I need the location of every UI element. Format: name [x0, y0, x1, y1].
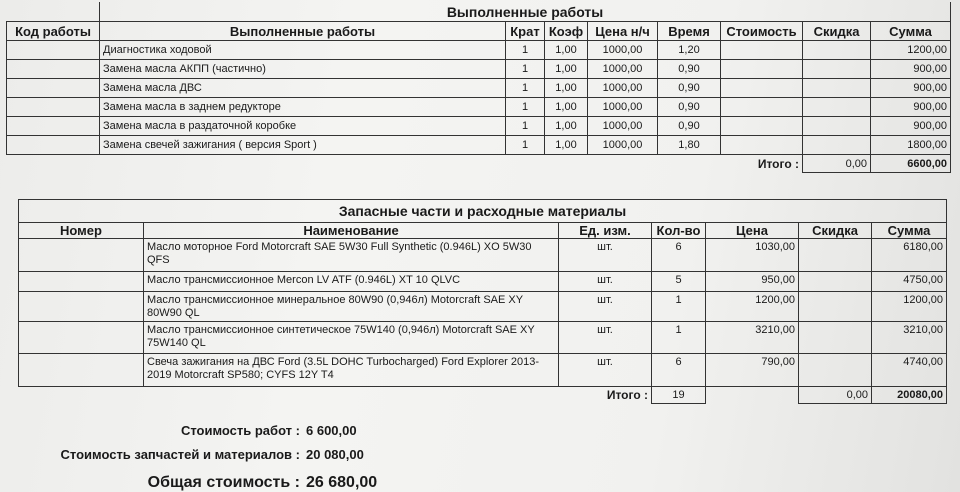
works-cell-sum: 1800,00	[871, 136, 951, 155]
works-cell-name: Замена масла в заднем редукторе	[100, 98, 506, 117]
works-cell-name: Замена свечей зажигания ( версия Sport )	[100, 136, 506, 155]
works-cell-code	[7, 117, 100, 136]
parts-col-qty: Кол-во	[652, 223, 706, 239]
works-cell-cost	[721, 98, 803, 117]
works-cell-sum: 900,00	[871, 117, 951, 136]
parts-table	[18, 199, 947, 404]
parts-cell-name: Свеча зажигания на ДВС Ford (3.5L DOHC Turbocharged) Ford Explorer 2013-2019 Motorcraft SP580; CYFS 12Y T4	[144, 354, 559, 387]
works-cell-name: Замена масла АКПП (частично)	[100, 60, 506, 79]
works-col-cost: Стоимость	[721, 22, 803, 41]
works-cell-koef: 1,00	[545, 79, 588, 98]
works-row	[7, 60, 951, 79]
parts-cell-price: 1200,00	[706, 292, 799, 322]
parts-cell-number	[19, 354, 144, 387]
works-row	[7, 117, 951, 136]
parts-total-label: Итого :	[606, 388, 648, 403]
parts-cell-price: 790,00	[706, 354, 799, 387]
works-cell-krat: 1	[506, 136, 545, 155]
parts-cell-number	[19, 239, 144, 272]
works-cell-price: 1000,00	[588, 117, 658, 136]
parts-cell-discount	[799, 322, 872, 354]
parts-total-discount: 0,00	[799, 387, 872, 404]
parts-cell-discount	[799, 354, 872, 387]
works-table	[6, 2, 951, 173]
works-total-sum: 6600,00	[871, 155, 951, 173]
works-cell-code	[7, 79, 100, 98]
works-cell-name: Замена масла ДВС	[100, 79, 506, 98]
parts-col-unit: Ед. изм.	[559, 223, 652, 239]
works-row	[7, 79, 951, 98]
works-cell-discount	[803, 79, 871, 98]
works-cell-price: 1000,00	[588, 98, 658, 117]
works-cell-sum: 900,00	[871, 98, 951, 117]
works-col-time: Время	[658, 22, 721, 41]
works-cell-cost	[721, 117, 803, 136]
works-cell-code	[7, 98, 100, 117]
parts-header-row	[19, 223, 947, 239]
parts-cell-unit: шт.	[559, 292, 652, 322]
works-cell-discount	[803, 117, 871, 136]
parts-cell-number	[19, 322, 144, 354]
works-cell-krat: 1	[506, 117, 545, 136]
works-cell-sum: 900,00	[871, 60, 951, 79]
summary-parts-value: 20 080,00	[306, 447, 364, 462]
parts-cell-price: 950,00	[706, 272, 799, 292]
works-cell-cost	[721, 60, 803, 79]
works-cell-time: 0,90	[658, 60, 721, 79]
works-cell-time: 1,80	[658, 136, 721, 155]
works-cell-price: 1000,00	[588, 79, 658, 98]
parts-cell-name: Масло трансмиссионное синтетическое 75W140 (0,946л) Motorcraft SAE XY 75W140 QL	[144, 322, 559, 354]
works-cell-name: Диагностика ходовой	[100, 41, 506, 60]
works-col-price: Цена н/ч	[588, 22, 658, 41]
parts-cell-qty: 6	[652, 354, 706, 387]
parts-cell-qty: 1	[652, 292, 706, 322]
parts-col-sum: Сумма	[872, 223, 947, 239]
works-cell-koef: 1,00	[545, 117, 588, 136]
works-cell-code	[7, 136, 100, 155]
works-col-sum: Сумма	[871, 22, 951, 41]
parts-cell-unit: шт.	[559, 239, 652, 272]
works-cell-krat: 1	[506, 98, 545, 117]
works-cell-sum: 900,00	[871, 79, 951, 98]
works-total-row	[7, 155, 951, 173]
summary-total	[0, 474, 377, 492]
parts-cell-sum: 4740,00	[872, 354, 947, 387]
works-cell-time: 0,90	[658, 79, 721, 98]
parts-cell-sum: 4750,00	[872, 272, 947, 292]
summary-total-label: Общая стоимость :	[147, 474, 300, 491]
works-cell-name: Замена масла в раздаточной коробке	[100, 117, 506, 136]
works-cell-cost	[721, 41, 803, 60]
summary-parts	[0, 447, 364, 462]
parts-cell-sum: 1200,00	[872, 292, 947, 322]
parts-cell-price: 1030,00	[706, 239, 799, 272]
parts-cell-name: Масло трансмиссионное Mercon LV ATF (0.946L) XT 10 QLVC	[144, 272, 559, 292]
works-cell-krat: 1	[506, 41, 545, 60]
works-cell-code	[7, 41, 100, 60]
works-cell-koef: 1,00	[545, 60, 588, 79]
works-cell-discount	[803, 98, 871, 117]
works-col-krat: Крат	[506, 22, 545, 41]
works-col-discount: Скидка	[803, 22, 871, 41]
works-cell-koef: 1,00	[545, 136, 588, 155]
parts-cell-qty: 6	[652, 239, 706, 272]
works-cell-time: 0,90	[658, 117, 721, 136]
parts-cell-unit: шт.	[559, 272, 652, 292]
summary-works-value: 6 600,00	[306, 423, 357, 438]
works-col-code: Код работы	[7, 22, 100, 41]
parts-cell-discount	[799, 292, 872, 322]
works-cell-cost	[721, 136, 803, 155]
parts-cell-qty: 1	[652, 322, 706, 354]
parts-cell-unit: шт.	[559, 322, 652, 354]
parts-row	[19, 239, 947, 272]
works-header-row	[7, 22, 951, 41]
works-cell-price: 1000,00	[588, 41, 658, 60]
parts-col-number: Номер	[19, 223, 144, 239]
works-cell-discount	[803, 60, 871, 79]
summary-total-value: 26 680,00	[306, 474, 378, 491]
summary-parts-label: Стоимость запчастей и материалов :	[60, 447, 300, 462]
parts-title: Запасные части и расходные материалы	[19, 200, 947, 223]
works-cell-discount	[803, 136, 871, 155]
works-total-discount: 0,00	[803, 155, 871, 173]
parts-row	[19, 292, 947, 322]
works-cell-koef: 1,00	[545, 98, 588, 117]
parts-cell-discount	[799, 239, 872, 272]
parts-cell-unit: шт.	[559, 354, 652, 387]
works-title: Выполненные работы	[100, 2, 951, 22]
parts-row	[19, 354, 947, 387]
parts-cell-name: Масло трансмиссионное минеральное 80W90 (0,946л) Motorcraft SAE XY 80W90 QL	[144, 292, 559, 322]
summary-works	[0, 423, 357, 438]
works-cell-price: 1000,00	[588, 60, 658, 79]
works-cell-price: 1000,00	[588, 136, 658, 155]
parts-total-qty: 19	[652, 387, 706, 404]
works-cell-sum: 1200,00	[871, 41, 951, 60]
works-cell-cost	[721, 79, 803, 98]
parts-col-name: Наименование	[144, 223, 559, 239]
works-row	[7, 98, 951, 117]
parts-cell-number	[19, 272, 144, 292]
works-col-koef: Коэф	[545, 22, 588, 41]
works-total-label: Итого :	[757, 156, 799, 171]
parts-row	[19, 322, 947, 354]
works-cell-krat: 1	[506, 79, 545, 98]
works-cell-discount	[803, 41, 871, 60]
parts-cell-discount	[799, 272, 872, 292]
works-cell-koef: 1,00	[545, 41, 588, 60]
parts-cell-sum: 6180,00	[872, 239, 947, 272]
parts-total-sum: 20080,00	[872, 387, 947, 404]
works-cell-time: 1,20	[658, 41, 721, 60]
parts-cell-qty: 5	[652, 272, 706, 292]
works-col-name: Выполненные работы	[100, 22, 506, 41]
works-cell-krat: 1	[506, 60, 545, 79]
parts-cell-price: 3210,00	[706, 322, 799, 354]
parts-cell-name: Масло моторное Ford Motorcraft SAE 5W30 Full Synthetic (0.946L) XO 5W30 QFS	[144, 239, 559, 272]
works-row	[7, 136, 951, 155]
works-row	[7, 41, 951, 60]
parts-cell-sum: 3210,00	[872, 322, 947, 354]
summary-works-label: Стоимость работ :	[180, 423, 300, 438]
works-cell-code	[7, 60, 100, 79]
parts-total-row	[19, 387, 947, 404]
parts-col-price: Цена	[706, 223, 799, 239]
works-cell-time: 0,90	[658, 98, 721, 117]
parts-row	[19, 272, 947, 292]
parts-col-discount: Скидка	[799, 223, 872, 239]
parts-cell-number	[19, 292, 144, 322]
